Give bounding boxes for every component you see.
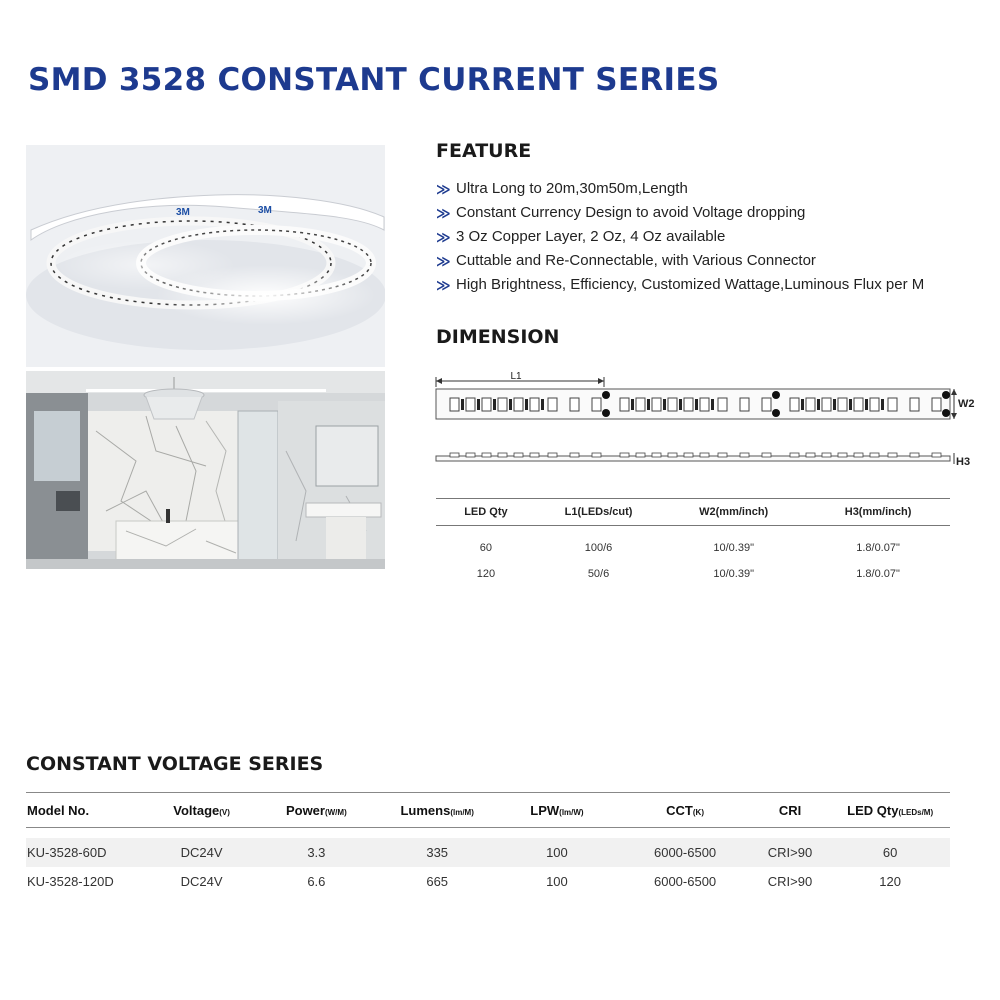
table-cell: 3.3	[252, 838, 381, 867]
led-chip-side	[854, 453, 863, 457]
led-chip-side	[466, 453, 475, 457]
column-header-model: Model No.	[26, 793, 151, 828]
led-chip-side	[620, 453, 629, 457]
bathroom-photo	[26, 371, 385, 569]
table-row	[26, 867, 950, 896]
column-header: W2(mm/inch)	[661, 499, 806, 526]
led-chip	[718, 398, 727, 411]
led-chip	[482, 398, 491, 411]
solder-pad	[772, 409, 780, 417]
tape-brand-label: 3M	[176, 207, 190, 218]
resistor	[461, 399, 464, 410]
led-chip	[684, 398, 693, 411]
bathroom-illustration	[26, 371, 385, 569]
table-cell: 120	[476, 568, 496, 580]
solder-pad	[942, 391, 950, 399]
table-cell: 100	[493, 838, 620, 867]
column-header-led-qty: LED Qty(LEDs/M)	[830, 793, 950, 828]
constant-voltage-table	[26, 792, 950, 896]
tape-brand-label: 3M	[258, 205, 272, 216]
led-chip-side	[790, 453, 799, 457]
table-cell: DC24V	[151, 838, 251, 867]
double-chevron-right-icon: ≫	[436, 253, 451, 269]
solder-pad	[602, 391, 610, 399]
led-chip	[806, 398, 815, 411]
table-row	[436, 561, 950, 587]
led-chip	[548, 398, 557, 411]
led-chip	[668, 398, 677, 411]
led-chip-side	[762, 453, 771, 457]
feature-item: ≫ Constant Currency Design to avoid Voltage dropping	[436, 201, 976, 225]
double-chevron-right-icon: ≫	[436, 205, 451, 221]
led-chip-side	[740, 453, 749, 457]
table-spacer	[26, 828, 950, 839]
column-header-cct: CCT(K)	[620, 793, 749, 828]
table-cell: 120	[879, 874, 901, 889]
led-chip	[652, 398, 661, 411]
table-cell: 335	[381, 838, 493, 867]
dimension-table	[436, 498, 950, 587]
led-chip-side	[932, 453, 941, 457]
resistor	[541, 399, 544, 410]
led-chip	[822, 398, 831, 411]
spec-table-header	[26, 793, 950, 828]
led-chip-side	[700, 453, 709, 457]
constant-voltage-heading: CONSTANT VOLTAGE SERIES	[26, 753, 324, 775]
led-chip-side	[822, 453, 831, 457]
led-chip-side	[910, 453, 919, 457]
led-chip-side	[570, 453, 579, 457]
solder-pad	[942, 409, 950, 417]
column-header-lumens: Lumens(lm/M)	[381, 793, 493, 828]
feature-item: ≫ Cuttable and Re-Connectable, with Various Connector	[436, 249, 976, 273]
led-chip	[838, 398, 847, 411]
resistor	[679, 399, 682, 410]
page-title: SMD 3528 CONSTANT CURRENT SERIES	[28, 62, 720, 98]
solder-pad	[772, 391, 780, 399]
resistor	[493, 399, 496, 410]
column-header: L1(LEDs/cut)	[536, 499, 661, 526]
table-row	[26, 838, 950, 867]
led-chip	[932, 398, 941, 411]
led-chip	[870, 398, 879, 411]
table-cell: 665	[426, 874, 449, 889]
column-header-cri: CRI	[750, 793, 831, 828]
table-cell: CRI>90	[750, 838, 831, 867]
column-header-lpw: LPW(lm/W)	[493, 793, 620, 828]
table-cell: 50/6	[587, 568, 610, 580]
led-chip	[740, 398, 749, 411]
resistor	[477, 399, 480, 410]
led-chip	[790, 398, 799, 411]
table-cell: KU-3528-120D	[27, 874, 114, 889]
led-strip-photo	[26, 145, 385, 367]
resistor	[695, 399, 698, 410]
dimension-table-header	[436, 499, 950, 526]
led-chip-side	[838, 453, 847, 457]
led-chip-side	[668, 453, 677, 457]
double-chevron-right-icon: ≫	[436, 277, 451, 293]
resistor	[865, 399, 868, 410]
led-chip-side	[718, 453, 727, 457]
table-cell: 6000-6500	[653, 874, 717, 889]
w2-label: W2	[958, 398, 975, 410]
led-chip	[636, 398, 645, 411]
led-chip	[466, 398, 475, 411]
led-chip-side	[870, 453, 879, 457]
column-header-power: Power(W/M)	[252, 793, 381, 828]
resistor	[631, 399, 634, 410]
column-header-voltage: Voltage(V)	[151, 793, 251, 828]
led-chip	[854, 398, 863, 411]
table-cell: DC24V	[180, 874, 223, 889]
led-chip	[450, 398, 459, 411]
resistor	[849, 399, 852, 410]
table-row	[436, 526, 950, 562]
led-chip	[514, 398, 523, 411]
resistor	[817, 399, 820, 410]
led-chip	[570, 398, 579, 411]
led-chip	[762, 398, 771, 411]
column-header: LED Qty	[436, 499, 536, 526]
led-chip-side	[548, 453, 557, 457]
feature-item: ≫ High Brightness, Efficiency, Customized Wattage,Luminous Flux per M	[436, 273, 976, 297]
table-cell: 60	[830, 838, 950, 867]
resistor	[663, 399, 666, 410]
feature-item: ≫ Ultra Long to 20m,30m50m,Length	[436, 177, 976, 201]
led-chip-side	[636, 453, 645, 457]
feature-list	[436, 177, 976, 297]
double-chevron-right-icon: ≫	[436, 181, 451, 197]
resistor	[881, 399, 884, 410]
table-cell: 10/0.39"	[713, 568, 754, 580]
led-chip-side	[482, 453, 491, 457]
table-cell: 100/6	[584, 542, 613, 554]
feature-item: ≫ 3 Oz Copper Layer, 2 Oz, 4 Oz available	[436, 225, 976, 249]
led-strip-illustration	[26, 145, 385, 367]
led-chip-side	[684, 453, 693, 457]
led-chip	[530, 398, 539, 411]
led-chip	[700, 398, 709, 411]
led-chip	[592, 398, 601, 411]
solder-pad	[602, 409, 610, 417]
led-chip	[620, 398, 629, 411]
led-chip-side	[888, 453, 897, 457]
dimension-heading: DIMENSION	[436, 326, 560, 348]
table-cell: 1.8/0.07"	[856, 542, 900, 554]
resistor	[525, 399, 528, 410]
table-cell: 1.8/0.07"	[856, 568, 900, 580]
column-header: H3(mm/inch)	[806, 499, 950, 526]
double-chevron-right-icon: ≫	[436, 229, 451, 245]
resistor	[711, 399, 714, 410]
resistor	[509, 399, 512, 410]
led-chip-side	[514, 453, 523, 457]
led-chip	[910, 398, 919, 411]
resistor	[647, 399, 650, 410]
led-chip-side	[592, 453, 601, 457]
led-chip-side	[806, 453, 815, 457]
led-chip-side	[530, 453, 539, 457]
table-cell: CRI>90	[767, 874, 813, 889]
table-cell: 6.6	[307, 874, 326, 889]
led-chip	[498, 398, 507, 411]
led-chip-side	[652, 453, 661, 457]
table-cell: KU-3528-60D	[26, 838, 151, 867]
led-chip-side	[450, 453, 459, 457]
h3-label: H3	[956, 456, 971, 468]
resistor	[801, 399, 804, 410]
resistor	[833, 399, 836, 410]
table-cell: 100	[546, 874, 568, 889]
led-chip	[888, 398, 897, 411]
dimension-diagram	[432, 365, 977, 475]
table-cell: 10/0.39"	[713, 542, 754, 554]
feature-heading: FEATURE	[436, 140, 532, 162]
table-cell: 60	[479, 542, 493, 554]
table-cell: 6000-6500	[620, 838, 749, 867]
l1-label: L1	[510, 371, 522, 382]
led-chip-side	[498, 453, 507, 457]
